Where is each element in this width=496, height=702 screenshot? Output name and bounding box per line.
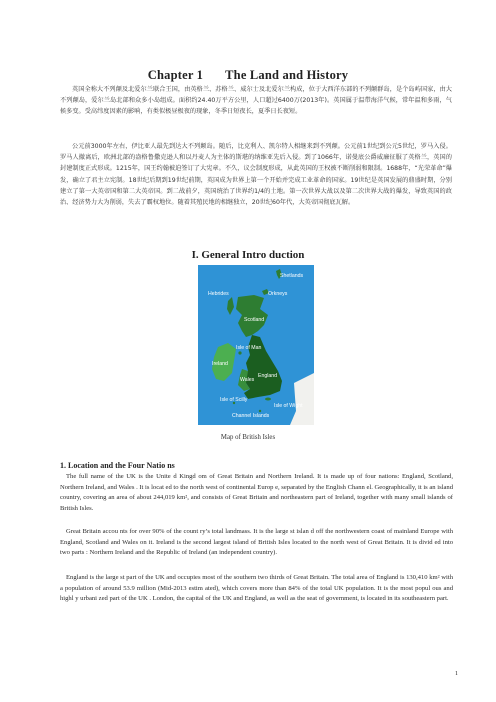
map-label-shetlands: Shetlands	[280, 273, 304, 279]
isle-of-man-land	[238, 351, 241, 354]
chinese-paragraph: 公元前3000年左右，伊比亚人最先到达大不列颠岛。随后，比克利人、凯尔特人相继来到不列颠。公元前1世纪到公元5世纪，罗马入侵。罗马人撤离后，欧洲北部的盎格鲁撒克逊人和以丹麦人为主体的斯堪的纳维亚先后入侵。到了1066年，诺曼底公爵威廉征服了英格兰，英国的封建制度正式形成。1215年，国王约翰被迫签订了大宪章。不久，议会制度形成，从此英国的王权被不断削弱和限制。1688年，“光荣革命”爆发，确立了君主立宪制。18世纪后期到19世纪前期，英国成为世界上第一个开始并完成工业革命的国家。19世纪是英国发展的鼎盛时期，分别建立了第一大英帝国和第二大英帝国。到二战前夕，英国统治了世界约1/4的土地。第一次世界大战以及第二次世界大战的爆发，导致英国的政治、经济势力大为削弱，失去了霸权地位。随着其殖民地的相继独立，20世纪60年代，大英帝国彻底瓦解。	[60, 143, 452, 207]
map-label-orkneys: Orkneys	[268, 291, 288, 297]
map-label-scotland: Scotland	[244, 317, 265, 323]
page-number: 1	[455, 671, 458, 677]
chapter-number: Chapter 1	[147, 68, 204, 82]
map-label-isle-of-wight: Isle of Wight	[274, 403, 303, 409]
english-paragraph: England is the large st part of the UK and occupies most of the southern two thirds of Great Britain. The total area of England is 130,410 km² with a population of around 53.9 million (Mid-2013 estim ated), which covers more than 84% of the total UK population. It is the most popul ous and highl y urbani zed part of the UK . London, the capital of the UK and England, as well as the seat of government, is located in its southeastern part.	[60, 574, 453, 603]
chinese-paragraph: 英国全称大不列颠及北爱尔兰联合王国，由英格兰、苏格兰、威尔士及北爱尔兰构成，位于大西洋东部的不列颠群岛，是个岛屿国家，由大不列颠岛，爱尔兰岛北部和众多小岛组成。面积约24.40万平方公里，人口超过6400万(2013年)。英国属于温带海洋气候，常年温和多雨，气候多变。受高纬度因素的影响，有类似极昼极夜的现象，冬季日短夜长，夏季日长夜短。	[60, 86, 452, 116]
map-label-hebrides: Hebrides	[208, 291, 229, 297]
channel-islands-land	[259, 410, 261, 412]
map-label-isle-of-scilly: Isle of Scilly	[220, 397, 248, 403]
map-label-channel-islands: Channel Islands	[232, 413, 270, 419]
map-label-wales: Wales	[240, 377, 255, 383]
british-isles-map	[198, 265, 314, 425]
english-paragraph: The full name of the UK is the Unite d Kingd om of Great Britain and Northern Ireland. It is made up of four nations: England, Scotland, Northern Ireland, and Wales . It is locat ed to the north west of continental Europ e, separated by the English Chann el. Geographically, it is an island country, covering an area of about 244,019 km², and consists of Great Britain and northeastern part of Ireland, together with many small islands of British Isles.	[60, 473, 453, 512]
map-label-ireland: Ireland	[212, 361, 228, 367]
english-paragraph: Great Britain accou nts for over 90% of the count ry’s total landmass. It is the large st islan d off the northwestern coast of mainland Europe with England, Scotland and Wales on it. Ireland is the second largest island of British Isles located to the north west of Great Britain. It is divid ed into two parts : Northern Ireland and the Republic of Ireland (an independent country).	[60, 528, 453, 557]
chapter-title	[0, 68, 496, 83]
subsection-title: 1. Location and the Four Natio ns	[60, 461, 175, 470]
map-graphic	[198, 265, 314, 425]
isle-of-wight-land	[265, 398, 271, 401]
section-title: I. General Intro duction	[191, 249, 305, 261]
map-label-isle-of-man: Isle of Man	[236, 345, 262, 351]
map-label-england: England	[258, 373, 278, 379]
map-caption: Map of British Isles	[220, 434, 276, 441]
chapter-name: The Land and History	[225, 68, 349, 82]
